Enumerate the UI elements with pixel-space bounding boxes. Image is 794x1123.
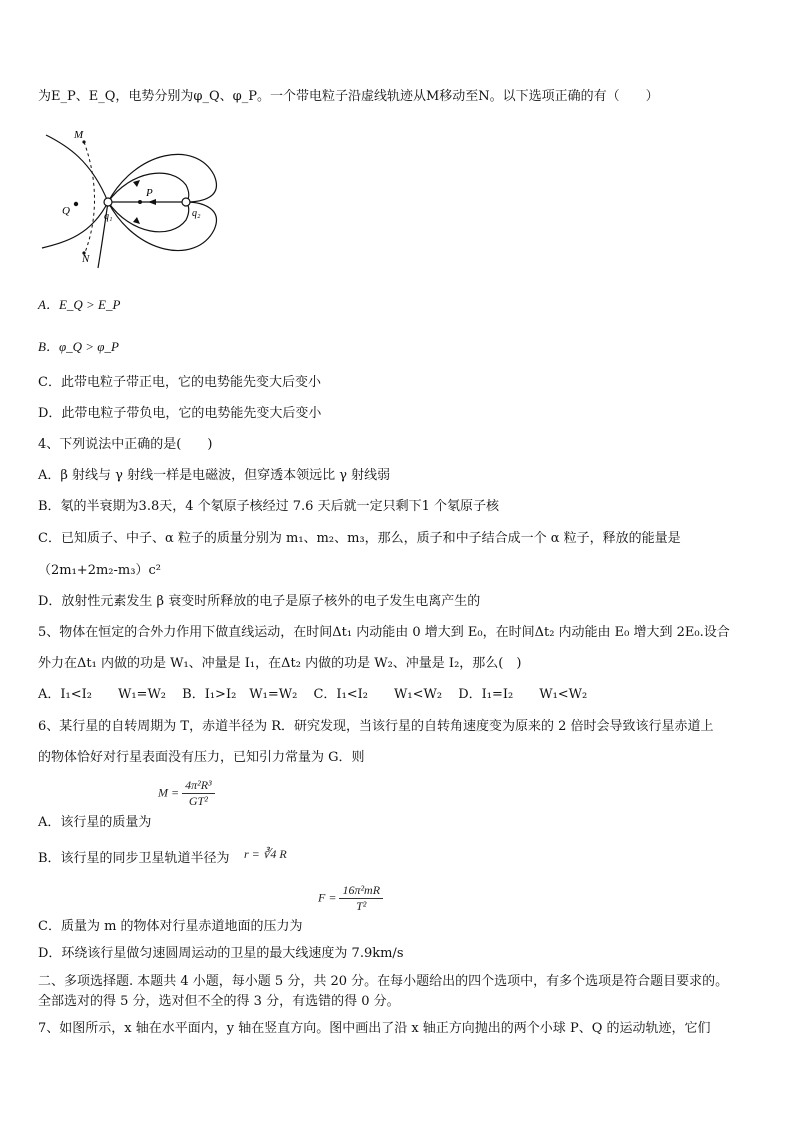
q3-option-A: A．E_Q > E_P [38,297,121,312]
q4-option-C: C．已知质子、中子、α 粒子的质量分别为 m₁、m₂、m₃，那么，质子和中子结合成一个 α 粒子，释放的能量是 [38,531,681,546]
q5-stem-line2: 外力在Δt₁ 内做的功是 W₁、冲量是 I₁，在Δt₂ 内做的功是 W₂、冲量是 I₂，那么( ) [38,656,522,671]
label-q1: q₁ [104,211,113,222]
question-3-intro: 为E_P、E_Q，电势分别为φ_Q、φ_P。一个带电粒子沿虚线轨迹从M移动至N。以下选项正确的有（ ） [38,89,659,104]
q3-option-D: D．此带电粒子带负电，它的电势能先变大后变小 [38,406,322,421]
q6-stem-line2: 的物体恰好对行星表面没有压力，已知引力常量为 G．则 [38,750,365,765]
q4-option-D: D．放射性元素发生 β 衰变时所释放的电子是原子核外的电子发生电离产生的 [38,594,481,609]
q6-option-D: D．环绕该行星做匀速圆周运动的卫星的最大线速度为 7.9km/s [38,946,404,961]
field-line-left-up [46,135,108,202]
q4-option-C-energy: （2m₁+2m₂-m₃）c² [38,563,161,578]
point-P [138,200,142,204]
q5-stem-line1: 5、物体在恒定的合外力作用下做直线运动，在时间Δt₁ 内动能由 0 增大到 E₀，在时间Δt₂ 内动能由 E₀ 增大到 2E₀.设合 [38,625,730,640]
label-P: P [146,187,153,199]
q5-option-C: C．I₁<I₂ W₁<W₂ [313,687,443,702]
label-Q: Q [62,205,70,217]
q5-option-A: A．I₁<I₂ W₁=W₂ [38,687,167,702]
q5-option-B: B．I₁>I₂ W₁=W₂ [182,687,298,702]
q6-option-B: B．该行星的同步卫星轨道半径为 [38,851,230,866]
q6-option-C: C．质量为 m 的物体对行星赤道地面的压力为 [38,919,303,934]
section-2-line2: 全部选对的得 5 分，选对但不全的得 3 分，有选错的得 0 分。 [38,994,400,1009]
electric-field-figure [36,120,226,270]
q7-stem: 7、如图所示，x 轴在水平面内，y 轴在竖直方向。图中画出了沿 x 轴正方向抛出的两个小球 P、Q 的运动轨迹，它们 [38,1021,711,1036]
label-M: M [74,129,84,141]
q4-stem: 4、下列说法中正确的是( ) [38,437,213,452]
field-line-left-down [42,202,108,248]
q6-stem-line1: 6、某行星的自转周期为 T，赤道半径为 R．研究发现，当该行星的自转角速度变为原来的 2 倍时会导致该行星赤道上 [38,719,714,734]
q3-option-B: B．φ_Q > φ_P [38,339,119,354]
charge-q2 [182,198,190,206]
particle-trajectory [84,142,95,255]
q3-option-C: C．此带电粒子带正电，它的电势能先变大后变小 [38,375,321,390]
q5-option-D: D．I₁=I₂ W₁<W₂ [458,687,588,702]
q4-option-B: B．氡的半衰期为3.8天，4 个氡原子核经过 7.6 天后就一定只剩下1 个氡原子核 [38,499,499,514]
point-Q [74,202,78,206]
q6-option-A: A．该行星的质量为 [38,815,152,830]
field-line-lower-inner [108,202,189,232]
q6-C-formula: F = $\frac{\text{16π²mR}}{\text{T²}}$ [318,883,383,914]
charge-q1 [104,198,112,206]
field-line-upper-outer [108,154,216,202]
label-N: N [82,253,90,265]
label-q2: q₂ [192,208,201,219]
q5-options [38,686,764,704]
q6-B-formula: r = ∛4 R [244,847,287,861]
section-2-line1: 二、多项选择题. 本题共 4 小题，每小题 5 分，共 20 分。在每小题给出的四个选项中，有多个选项是符合题目要求的。 [38,974,729,989]
q6-A-formula: M = $\frac{\text{4π²R³}}{\text{GT²}}$ [158,778,215,809]
q4-option-A: A．β 射线与 γ 射线一样是电磁波，但穿透本领远比 γ 射线弱 [38,468,391,483]
